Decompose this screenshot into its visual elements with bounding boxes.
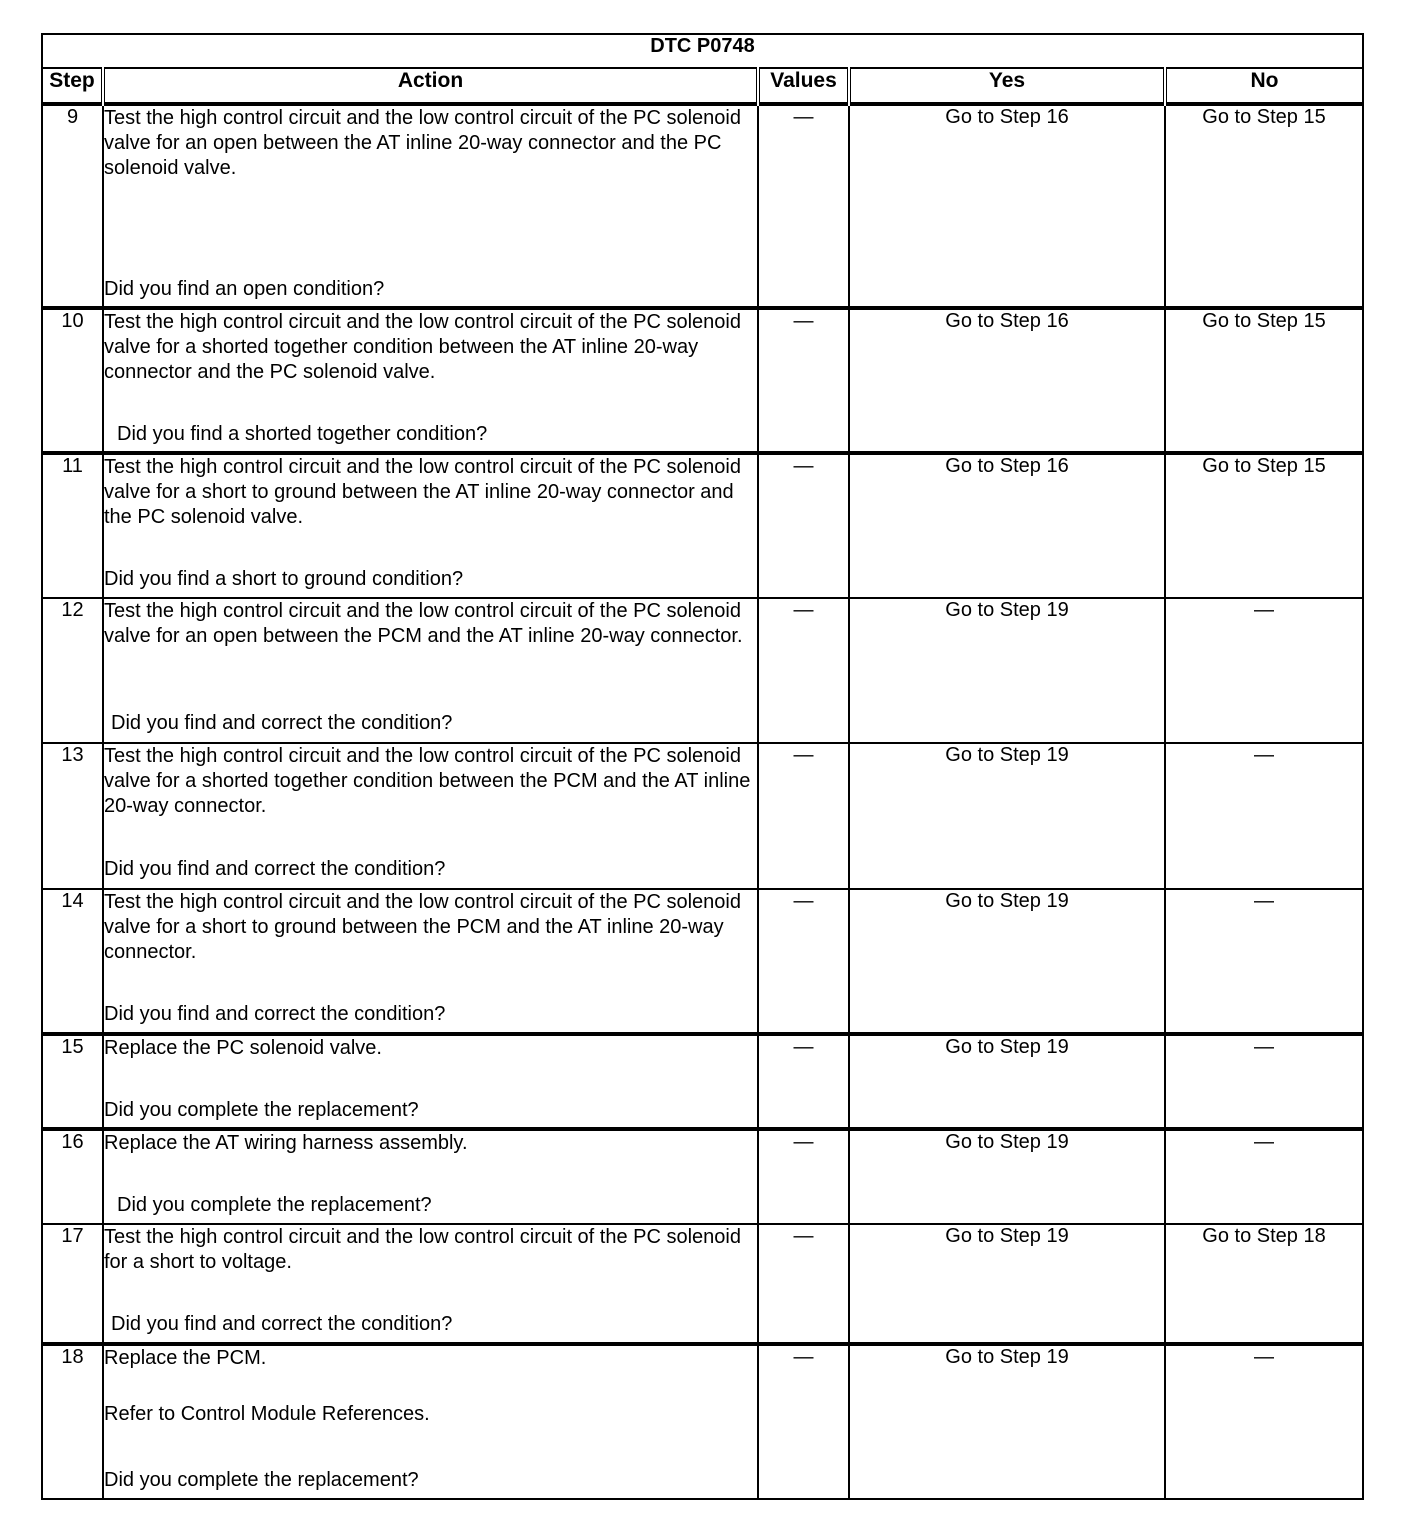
no-link[interactable]: Go to Step 15 — [1165, 453, 1363, 598]
yes-link[interactable]: Go to Step 16 — [849, 308, 1165, 453]
step-number: 9 — [42, 104, 103, 308]
yes-link[interactable]: Go to Step 16 — [849, 104, 1165, 308]
action-text: Test the high control circuit and the low control circuit of the PC solenoid valve for a shorted together condition between the AT inline 20-way connector and the PC solenoid valve. — [104, 311, 741, 383]
table-row — [42, 1129, 1363, 1224]
action-cell — [103, 1034, 758, 1129]
no-link[interactable]: Go to Step 15 — [1165, 104, 1363, 308]
header-action: Action — [103, 68, 758, 104]
table-row — [42, 453, 1363, 598]
no-cell: — — [1165, 598, 1363, 743]
action-text: Test the high control circuit and the low control circuit of the PC solenoid valve for a short to ground between the PCM and the AT inline 20-way connector. — [104, 891, 741, 963]
step-number: 10 — [42, 308, 103, 453]
action-question: Did you find a shorted together condition? — [117, 423, 488, 445]
values-cell: — — [758, 453, 849, 598]
values-cell: — — [758, 308, 849, 453]
action-text: Replace the PC solenoid valve. — [104, 1037, 382, 1059]
yes-link[interactable]: Go to Step 16 — [849, 453, 1165, 598]
yes-link[interactable]: Go to Step 19 — [849, 1344, 1165, 1499]
step-number: 18 — [42, 1344, 103, 1499]
header-no: No — [1165, 68, 1363, 104]
yes-link[interactable]: Go to Step 19 — [849, 1034, 1165, 1129]
step-number: 12 — [42, 598, 103, 743]
values-cell: — — [758, 889, 849, 1034]
step-number: 16 — [42, 1129, 103, 1224]
no-link[interactable]: Go to Step 18 — [1165, 1224, 1363, 1344]
action-question: Did you find a short to ground condition? — [104, 568, 464, 590]
header-yes: Yes — [849, 68, 1165, 104]
no-cell: — — [1165, 1129, 1363, 1224]
no-cell: — — [1165, 1344, 1363, 1499]
action-cell — [103, 308, 758, 453]
no-cell: — — [1165, 1034, 1363, 1129]
action-text: Test the high control circuit and the low control circuit of the PC solenoid valve for a short to ground between the AT inline 20-way connector and the PC solenoid valve. — [104, 456, 741, 528]
action-question: Did you find and correct the condition? — [104, 1003, 446, 1025]
action-cell — [103, 1344, 758, 1499]
header-values: Values — [758, 68, 849, 104]
dtc-table — [41, 33, 1364, 1500]
table-row — [42, 308, 1363, 453]
table-row — [42, 743, 1363, 889]
action-question: Did you find and correct the condition? — [111, 1313, 453, 1335]
table-row — [42, 889, 1363, 1034]
step-number: 17 — [42, 1224, 103, 1344]
action-cell — [103, 1224, 758, 1344]
table-row — [42, 1344, 1363, 1499]
yes-link[interactable]: Go to Step 19 — [849, 598, 1165, 743]
no-cell: — — [1165, 889, 1363, 1034]
values-cell: — — [758, 104, 849, 308]
action-text: Test the high control circuit and the low control circuit of the PC solenoid valve for an open between the AT inline 20-way connector and the PC solenoid valve. — [104, 107, 741, 179]
action-question: Did you find and correct the condition? — [111, 712, 453, 734]
action-text: Replace the PCM. — [104, 1347, 267, 1369]
action-cell — [103, 889, 758, 1034]
no-cell: — — [1165, 743, 1363, 889]
action-text: Test the high control circuit and the low control circuit of the PC solenoid valve for an open between the PCM and the AT inline 20-way connector. — [104, 600, 743, 647]
values-cell: — — [758, 1344, 849, 1499]
no-link[interactable]: Go to Step 15 — [1165, 308, 1363, 453]
action-text: Test the high control circuit and the low control circuit of the PC solenoid valve for a shorted together condition between the PCM and the AT inline 20-way connector. — [104, 745, 751, 817]
step-number: 11 — [42, 453, 103, 598]
table-row — [42, 1224, 1363, 1344]
step-number: 15 — [42, 1034, 103, 1129]
action-question: Did you complete the replacement? — [104, 1099, 419, 1121]
action-text: Test the high control circuit and the low control circuit of the PC solenoid for a short to voltage. — [104, 1226, 741, 1273]
action-question: Did you complete the replacement? — [117, 1194, 432, 1216]
action-cell — [103, 598, 758, 743]
values-cell: — — [758, 1129, 849, 1224]
table-row — [42, 1034, 1363, 1129]
values-cell: — — [758, 598, 849, 743]
action-text: Replace the AT wiring harness assembly. — [104, 1132, 468, 1154]
values-cell: — — [758, 1224, 849, 1344]
step-number: 14 — [42, 889, 103, 1034]
step-number: 13 — [42, 743, 103, 889]
action-cell — [103, 453, 758, 598]
action-question: Did you find an open condition? — [104, 278, 385, 300]
yes-link[interactable]: Go to Step 19 — [849, 1129, 1165, 1224]
action-question: Did you find and correct the condition? — [104, 858, 446, 880]
table-title: DTC P0748 — [42, 34, 1363, 68]
table-row — [42, 598, 1363, 743]
action-cell — [103, 1129, 758, 1224]
values-cell: — — [758, 743, 849, 889]
yes-link[interactable]: Go to Step 19 — [849, 743, 1165, 889]
action-question: Did you complete the replacement? — [104, 1469, 419, 1491]
table-row — [42, 104, 1363, 308]
action-cell — [103, 104, 758, 308]
action-cell — [103, 743, 758, 889]
action-note: Refer to Control Module References. — [104, 1403, 430, 1425]
yes-link[interactable]: Go to Step 19 — [849, 1224, 1165, 1344]
yes-link[interactable]: Go to Step 19 — [849, 889, 1165, 1034]
values-cell: — — [758, 1034, 849, 1129]
header-step: Step — [42, 68, 103, 104]
